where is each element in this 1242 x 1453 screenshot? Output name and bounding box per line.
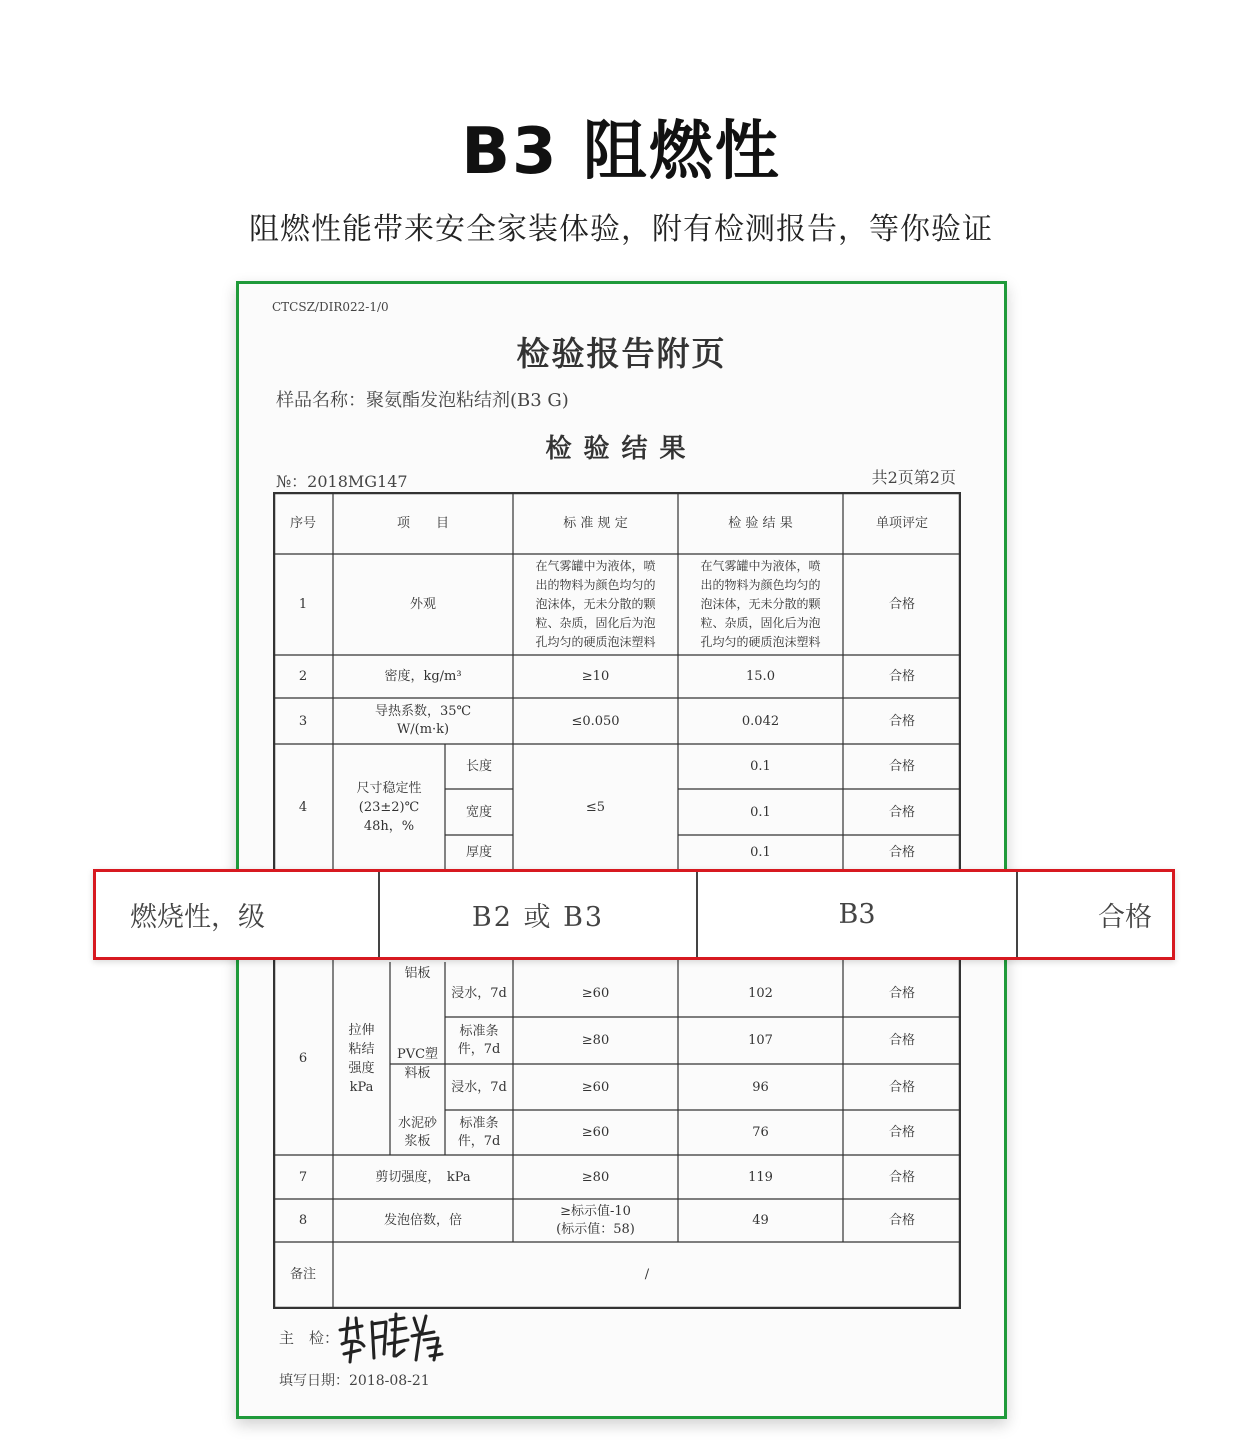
remark-value: / [644, 1267, 650, 1282]
row4-thickness-label: 厚度 [465, 845, 492, 860]
row3-no: 3 [298, 713, 308, 729]
report-title: 检验报告附页 [516, 334, 727, 373]
sample-name-line [276, 386, 569, 412]
report-no-value: 2018MG147 [307, 472, 408, 491]
row4-width-verdict: 合格 [888, 804, 915, 820]
row8-verdict: 合格 [888, 1213, 915, 1228]
row6-item: 拉伸 粘结 强度 kPa [348, 1022, 375, 1095]
row3-item: 导热系数，35℃ W/(m·k) [374, 704, 472, 737]
row4-length-label: 长度 [465, 759, 492, 774]
row6-pvc-std-label: 标准条 件，7d [457, 1023, 501, 1057]
row6-pvc-water-label: 浸水，7d [451, 1079, 507, 1095]
row7-result: 119 [748, 1169, 773, 1185]
row4-length-verdict: 合格 [888, 759, 915, 774]
row8-result: 49 [752, 1213, 769, 1228]
row4-width-result: 0.1 [750, 804, 771, 820]
flammability-highlight [93, 869, 1175, 960]
row6-al-water-label: 浸水，7d [451, 986, 507, 1001]
row4-no: 4 [298, 799, 308, 815]
row8-item: 发泡倍数，倍 [383, 1213, 462, 1228]
document-code: CTCSZ/DIR022-1/0 [272, 300, 389, 314]
highlight-item: 燃烧性，级 [96, 872, 380, 957]
row2-verdict: 合格 [888, 669, 915, 684]
results-title: 检验结果 [545, 434, 698, 464]
inspector-label: 主 检： [279, 1329, 340, 1347]
row6-no: 6 [298, 1051, 308, 1066]
sample-name: 聚氨酯发泡粘结剂(B3 G) [366, 390, 569, 411]
page-headline: B3 阻燃性 [461, 115, 781, 189]
row6-al-water-standard: ≥60 [581, 986, 610, 1001]
row7-verdict: 合格 [888, 1169, 915, 1185]
row6-mortar-std-label: 标准条 件，7d [457, 1115, 501, 1149]
row3-verdict: 合格 [888, 713, 915, 729]
row6-mortar-label: 水泥砂 浆板 [397, 1115, 437, 1149]
row1-no: 1 [298, 597, 308, 612]
row6-al-water-result: 102 [748, 986, 773, 1001]
row2-result: 15.0 [746, 669, 775, 684]
row4-length-result: 0.1 [750, 759, 771, 774]
inspector-signature [334, 1310, 444, 1366]
fill-date-line [279, 1370, 430, 1390]
row4-item: 尺寸稳定性 (23±2)℃ 48h，% [356, 780, 422, 834]
row8-no: 8 [298, 1213, 308, 1228]
row6-pvc-water-standard: ≥60 [581, 1079, 610, 1095]
row4-standard: ≤5 [585, 799, 606, 815]
row6-pvc-std-verdict: 合格 [888, 1033, 915, 1048]
row6-al-water-verdict: 合格 [888, 986, 915, 1001]
row6-mortar-std-verdict: 合格 [888, 1125, 915, 1140]
header-no: 序号 [289, 515, 316, 531]
row6-aluminum-label: 铝板 [404, 966, 431, 981]
row6-mortar-std-standard: ≥60 [581, 1125, 610, 1140]
report-no-label: №： [276, 472, 308, 491]
row3-standard: ≤0.050 [571, 713, 620, 729]
remark-label: 备注 [289, 1267, 316, 1282]
header-result: 检 验 结 果 [728, 515, 793, 531]
header-standard: 标 准 规 定 [563, 515, 628, 531]
row1-item: 外观 [409, 597, 436, 612]
row6-pvc-water-verdict: 合格 [888, 1079, 915, 1095]
row8-standard: ≥标示值-10 (标示值：58) [556, 1203, 635, 1237]
row6-pvc-water-result: 96 [752, 1079, 769, 1095]
row2-item: 密度，kg/m³ [384, 669, 462, 684]
highlight-result: B3 [698, 872, 1018, 957]
highlight-verdict: 合格 [1098, 902, 1152, 933]
row4-thickness-result: 0.1 [750, 845, 771, 860]
report-number [276, 469, 408, 492]
row6-pvc-std-result: 107 [748, 1033, 773, 1048]
row1-verdict: 合格 [888, 597, 915, 612]
row3-result: 0.042 [741, 713, 780, 729]
row7-no: 7 [298, 1169, 308, 1185]
row1-standard: 在气雾罐中为液体，喷 出的物料为颜色均匀的 泡沫体，无未分散的颗 粒、杂质，固化后为泡 孔均匀的硬质泡沫塑料 [535, 559, 656, 649]
header-verdict: 单项评定 [875, 515, 928, 531]
row7-standard: ≥80 [581, 1169, 610, 1185]
highlight-standard: B2 或 B3 [380, 872, 698, 957]
row7-item: 剪切强度， kPa [375, 1169, 471, 1185]
row4-width-label: 宽度 [465, 804, 492, 820]
test-report-scan [236, 281, 1007, 1419]
page-subheadline: 阻燃性能带来安全家装体验，附有检测报告，等你验证 [249, 212, 993, 247]
row2-standard: ≥10 [581, 669, 610, 684]
row6-pvc-std-standard: ≥80 [581, 1033, 610, 1048]
sample-label: 样品名称： [276, 390, 366, 411]
page-info: 共2页第2页 [871, 468, 956, 487]
row2-no: 2 [298, 669, 308, 684]
header-item: 项 目 [396, 515, 449, 531]
row6-pvc-label: PVC塑 料板 [396, 1046, 439, 1081]
fill-date-value: 2018-08-21 [349, 1373, 430, 1389]
fill-date-label: 填写日期： [279, 1373, 349, 1389]
row4-thickness-verdict: 合格 [888, 845, 915, 860]
row6-mortar-std-result: 76 [752, 1125, 769, 1140]
row1-result: 在气雾罐中为液体，喷 出的物料为颜色均匀的 泡沫体，无未分散的颗 粒、杂质，固化后为泡 孔均匀的硬质泡沫塑料 [700, 559, 821, 649]
